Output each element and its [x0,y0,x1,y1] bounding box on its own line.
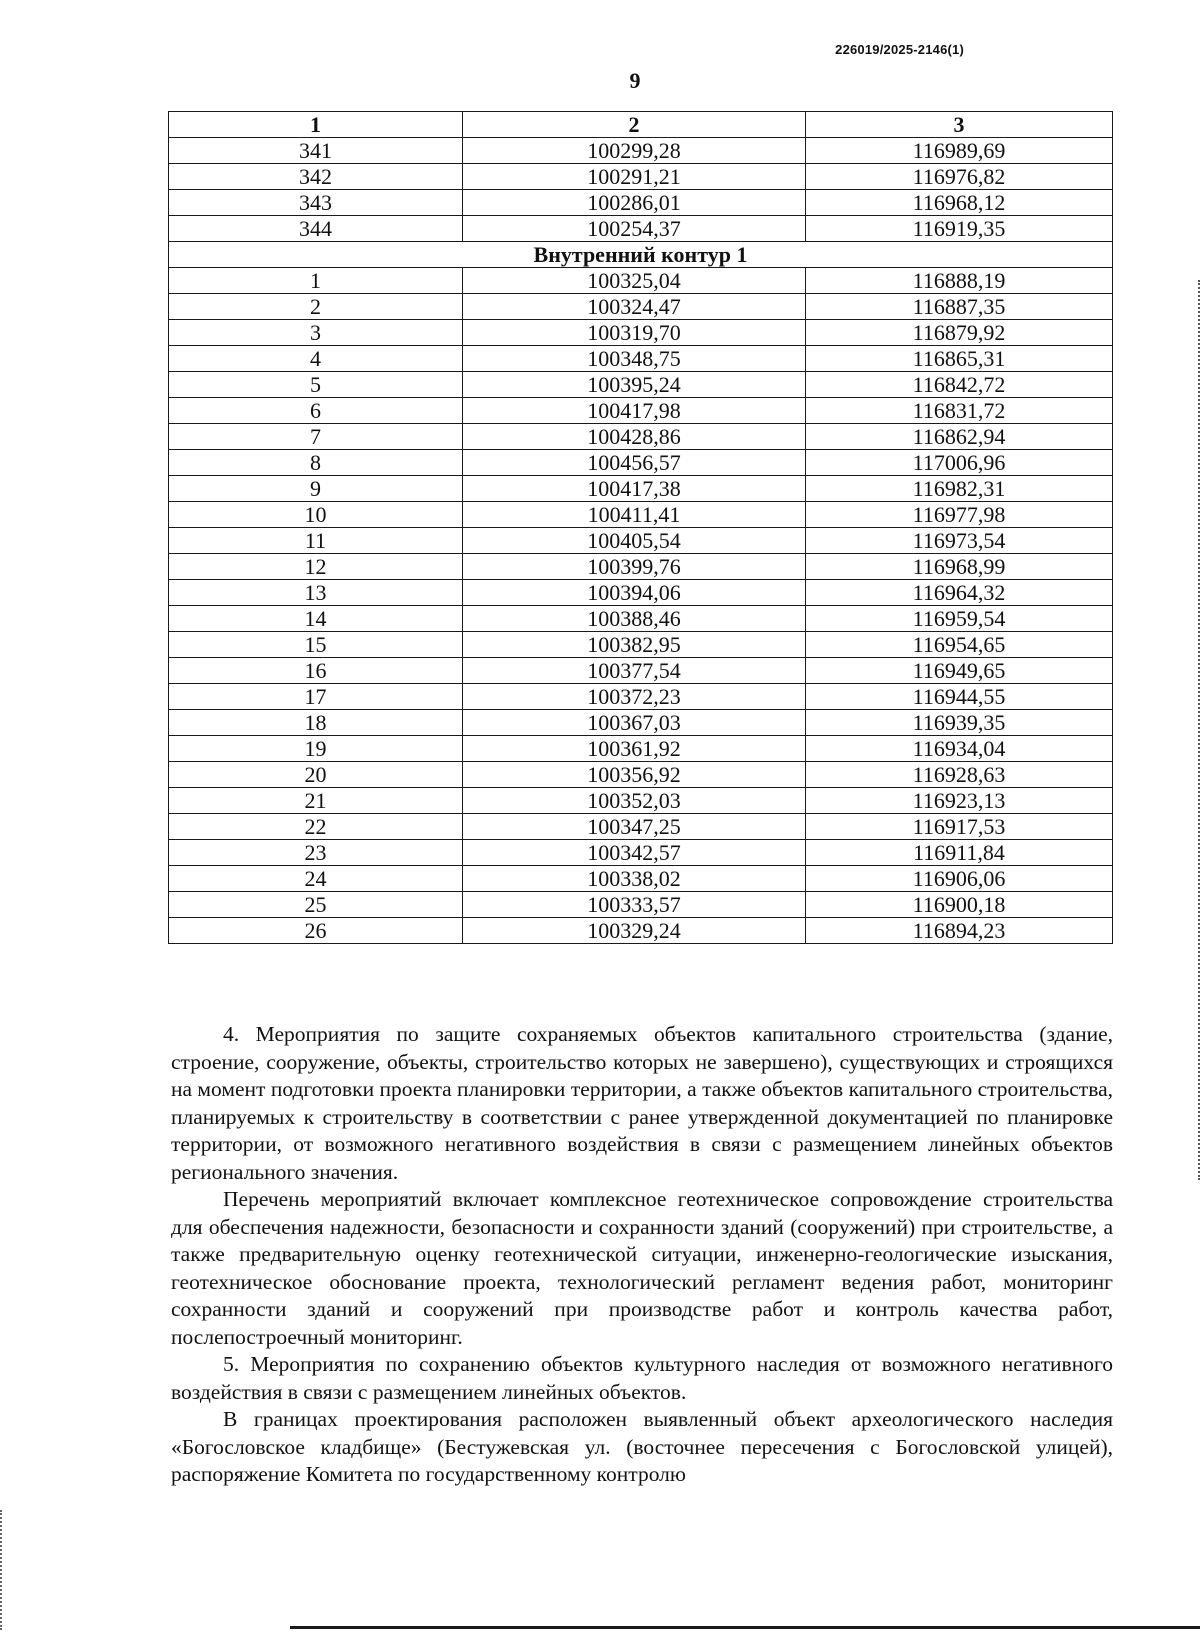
table-row [169,138,1113,164]
table-cell: 12 [169,554,463,580]
table-cell: 100342,57 [463,840,806,866]
table-cell: 100372,23 [463,684,806,710]
table-row [169,554,1113,580]
table-cell: 21 [169,788,463,814]
table-row [169,788,1113,814]
table-cell: 100352,03 [463,788,806,814]
table-cell: 116923,13 [806,788,1113,814]
table-cell: 6 [169,398,463,424]
table-cell: 343 [169,190,463,216]
table-cell: 17 [169,684,463,710]
table-cell: 116888,19 [806,268,1113,294]
table-header-row [169,112,1113,138]
table-cell: 100324,47 [463,294,806,320]
table-cell: 100361,92 [463,736,806,762]
table-row [169,372,1113,398]
table-cell: 116928,63 [806,762,1113,788]
table-cell: 116964,32 [806,580,1113,606]
table-cell: 19 [169,736,463,762]
table-cell: 100377,54 [463,658,806,684]
table-row [169,580,1113,606]
column-header: 1 [169,112,463,138]
table-row [169,892,1113,918]
table-cell: 24 [169,866,463,892]
table-cell: 116917,53 [806,814,1113,840]
table-section [169,242,1113,268]
table-cell: 100291,21 [463,164,806,190]
paragraph: В границах проектирования расположен выявленный объект археологического наследия «Богословское кладбище» (Бестужевская ул. (восточнее пересечения с Богословской улицей), распоряжение Комитета по государственному контролю [171,1407,1113,1486]
table-cell: 100405,54 [463,528,806,554]
bottom-rule [290,1626,1200,1629]
table-cell: 116934,04 [806,736,1113,762]
table-cell: 100319,70 [463,320,806,346]
table-cell: 100338,02 [463,866,806,892]
table-cell: 7 [169,424,463,450]
table-cell: 2 [169,294,463,320]
table-body-inner [169,268,1113,944]
table-cell: 116977,98 [806,502,1113,528]
table-cell: 116865,31 [806,346,1113,372]
table-cell: 3 [169,320,463,346]
column-header: 2 [463,112,806,138]
table-cell: 116900,18 [806,892,1113,918]
table-row [169,840,1113,866]
scan-edge-mark [1196,280,1200,1180]
table-cell: 342 [169,164,463,190]
table-cell: 4 [169,346,463,372]
table-cell: 100399,76 [463,554,806,580]
table-cell: 100394,06 [463,580,806,606]
document-id: 226019/2025-2146(1) [835,42,964,57]
table-cell: 100356,92 [463,762,806,788]
table-cell: 16 [169,658,463,684]
table-cell: 100348,75 [463,346,806,372]
table-cell: 116887,35 [806,294,1113,320]
scan-edge-mark [0,1510,4,1630]
paragraph: 5. Мероприятия по сохранению объектов культурного наследия от возможного негативного воздействия в связи с размещением линейных объектов. [171,1352,1113,1404]
table-row [169,762,1113,788]
table-cell: 116973,54 [806,528,1113,554]
table-row [169,346,1113,372]
table-cell: 20 [169,762,463,788]
column-header: 3 [806,112,1113,138]
table-row [169,190,1113,216]
table-cell: 100388,46 [463,606,806,632]
table-row [169,398,1113,424]
table-cell: 100299,28 [463,138,806,164]
table-row [169,814,1113,840]
table-cell: 100428,86 [463,424,806,450]
section-title: Внутренний контур 1 [169,242,1113,268]
table-row [169,164,1113,190]
table-cell: 100395,24 [463,372,806,398]
table-cell: 116879,92 [806,320,1113,346]
table-cell: 344 [169,216,463,242]
table-row [169,866,1113,892]
table-cell: 18 [169,710,463,736]
table-cell: 116949,65 [806,658,1113,684]
table-row [169,918,1113,944]
table-row [169,528,1113,554]
paragraph: Перечень мероприятий включает комплексное геотехническое сопровождение строительства для обеспечения надежности, безопасности и сохранности зданий (сооружений) при строительстве, а также предварительную оценку геотехнической ситуации, инженерно-геологические изыскания, геотехническое обоснование проекта, технологический регламент ведения работ, мониторинг сохранности зданий и сооружений при производстве работ и контроль качества работ, послепостроечный мониторинг. [171,1187,1113,1349]
table-cell: 22 [169,814,463,840]
table-cell: 23 [169,840,463,866]
table-cell: 116954,65 [806,632,1113,658]
table-cell: 100254,37 [463,216,806,242]
table-cell: 9 [169,476,463,502]
table-cell: 26 [169,918,463,944]
table-row [169,502,1113,528]
table-cell: 100286,01 [463,190,806,216]
table-cell: 100347,25 [463,814,806,840]
table-cell: 116911,84 [806,840,1113,866]
section-row [169,242,1113,268]
table-cell: 100329,24 [463,918,806,944]
table-cell: 100411,41 [463,502,806,528]
table-cell: 116982,31 [806,476,1113,502]
coordinates-table [168,111,1113,944]
table-cell: 1 [169,268,463,294]
table-cell: 116968,12 [806,190,1113,216]
table-row [169,606,1113,632]
table-row [169,710,1113,736]
table-cell: 100367,03 [463,710,806,736]
page-number: 9 [629,68,641,93]
table-cell: 116976,82 [806,164,1113,190]
table-cell: 100456,57 [463,450,806,476]
table-cell: 116831,72 [806,398,1113,424]
table-cell: 10 [169,502,463,528]
paragraph: 4. Мероприятия по защите сохраняемых объектов капитального строительства (здание, строение, сооружение, объекты, строительство которых не завершено), существующих и строящихся на момент подготовки проекта планировки территории, а также объектов капитального строительства, планируемых к строительству в соответствии с ранее утвержденной документацией по планировке территории, от возможного негативного воздействия в связи с размещением линейных объектов регионального значения. [171,1022,1113,1184]
table-cell: 13 [169,580,463,606]
table-cell: 116842,72 [806,372,1113,398]
table-cell: 15 [169,632,463,658]
table-cell: 116968,99 [806,554,1113,580]
table-row [169,450,1113,476]
table-body-outer [169,138,1113,242]
table-cell: 8 [169,450,463,476]
table-row [169,658,1113,684]
body-text [171,1021,1113,1489]
table-row [169,320,1113,346]
table-row [169,684,1113,710]
table-cell: 116906,06 [806,866,1113,892]
table-cell: 100417,38 [463,476,806,502]
table-cell: 11 [169,528,463,554]
table-cell: 116989,69 [806,138,1113,164]
table-cell: 116894,23 [806,918,1113,944]
table-row [169,268,1113,294]
table-cell: 117006,96 [806,450,1113,476]
table-cell: 116959,54 [806,606,1113,632]
table-row [169,294,1113,320]
table-cell: 14 [169,606,463,632]
table-cell: 116944,55 [806,684,1113,710]
table-cell: 100333,57 [463,892,806,918]
table-row [169,736,1113,762]
table-cell: 100325,04 [463,268,806,294]
table-row [169,476,1113,502]
table-cell: 341 [169,138,463,164]
table-row [169,216,1113,242]
table-cell: 5 [169,372,463,398]
table-cell: 116939,35 [806,710,1113,736]
table-cell: 25 [169,892,463,918]
table-cell: 100382,95 [463,632,806,658]
table-row [169,424,1113,450]
table-cell: 116862,94 [806,424,1113,450]
table-cell: 116919,35 [806,216,1113,242]
table-row [169,632,1113,658]
table-cell: 100417,98 [463,398,806,424]
